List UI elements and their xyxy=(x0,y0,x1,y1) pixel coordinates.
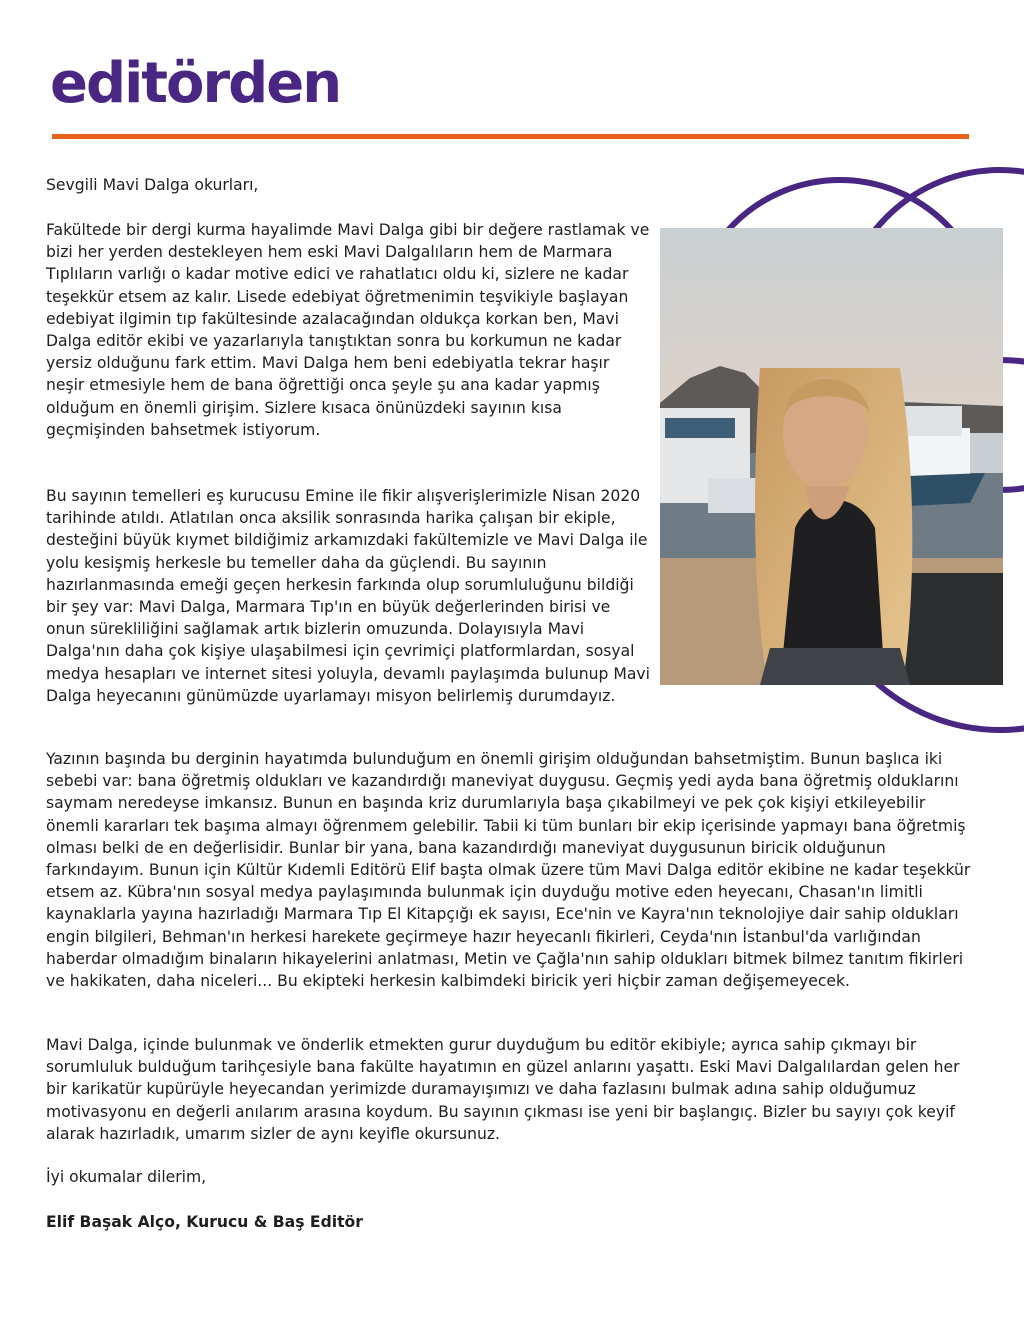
paragraph-4: Mavi Dalga, içinde bulunmak ve önderlik etmekten gurur duyduğum bu editör ekibiyle; ayrıca sahip çıkmayı bir sorumluluk bulduğum tarihçesiyle bana fakülte hayatımın en güzel anlarını yaşattı. Eski Mavi Dalgalılardan gelen her bir karikatür kupürüyle heyecandan yerimizde duramayışımızı ve daha fazlasını bulmak adına sahip olduğumuz motivasyonu en değerli anılarım arasına koydum. Bu sayının çıkması ise yeni bir başlangıç. Bizler bu sayıyı çok keyif alarak hazırladık, umarım sizler de aynı keyifle okursunuz. xyxy=(46,1036,960,1143)
paragraph-3: Yazının başında bu derginin hayatımda bulunduğum en önemli girişim olduğundan bahsetmiştim. Bunun başlıca iki sebebi var: bana öğretmiş oldukları ve kazandırdığı maneviyat duygusu. Geçmiş yedi ayda bana öğretmiş olduklarını saymam neredeyse imkansız. Bunun en başında kriz durumlarıyla başa çıkabilmeyi ve pek çok kişiyi etkileyebilir önemli kararları tek başıma almayı öğrenmem gelebilir. Tabii ki tüm bunları bir ekip içerisinde yapmayı bana öğretmiş olması belki de en değerlisidir. Bunlar bir yana, bana kazandırdığı maneviyat duygusunun biricik olduğunun farkındayım. Bunun için Kültür Kıdemli Editörü Elif başta olmak üzere tüm Mavi Dalga editör ekibine ne kadar teşekkür etsem az. Kübra'nın sosyal medya paylaşımında bulunmak için duyduğu motive eden heyecanı, Chasan'ın limitli kaynaklarla yayına hazırladığı Marmara Tıp El Kitapçığı ek sayısı, Ece'nin ve Kayra'nın teknolojiye dair sahip oldukları engin bilgileri, Behman'ın herkesi harekete geçirmeye hazır heyecanlı fikirleri, Ceyda'nın İstanbul'da varlığından haberdar olmadığım binaların hikayelerini anlatması, Metin ve Çağla'nın sahip oldukları bitmek bilmez tanıtım fikirleri ve hakikaten, daha niceleri... Bu ekipteki herkesin kalbimdeki biricik yeri hiçbir zaman değişemeyecek. xyxy=(46,750,971,991)
paragraph-2: Bu sayının temelleri eş kurucusu Emine ile fikir alışverişlerimizle Nisan 2020 tarihinde atıldı. Atlatılan onca aksilik sonrasında harika çalışan bir ekiple, desteğini büyük kıymet bildiğimiz arkamızdaki fakültemizle ve Mavi Dalga ile yolu kesişmiş herkesle bu temeller daha da güçlendi. Bu sayının hazırlanmasında emeği geçen herkesin farkında olup sorumluluğunu bildiği bir şey var: Mavi Dalga, Marmara Tıp'ın en büyük değerlerinden birisi ve onun sürekliliğini sağlamak artık bizlerin omuzunda. Dolayısıyla Mavi Dalga'nın daha çok kişiye ulaşabilmesi için çevrimiçi platformlardan, sosyal medya hesapları ve internet sitesi yoluyla, devamlı paylaşımda bulunup Mavi Dalga heyecanını günümüzde uyarlamayı misyon belirlemiş durumdayız. xyxy=(46,487,650,705)
editor-portrait-photo xyxy=(660,228,1003,685)
signature: Elif Başak Alço, Kurucu & Baş Editör xyxy=(46,1213,363,1231)
page-title: editörden xyxy=(50,51,341,116)
closing: İyi okumalar dilerim, xyxy=(46,1168,207,1186)
greeting: Sevgili Mavi Dalga okurları, xyxy=(46,176,259,194)
paragraph-1: Fakültede bir dergi kurma hayalimde Mavi Dalga gibi bir değere rastlamak ve bizi her yerden destekleyen hem eski Mavi Dalgalıların hem de Marmara Tıplıların varlığı o kadar motive edici ve rahatlatıcı oldu ki, sizlere ne kadar teşekkür etsem az kalır. Lisede edebiyat öğretmenimin teşvikiyle başlayan edebiyat ilgimin tıp fakültesinde azalacağından oldukça korkan ben, Mavi Dalga editör ekibi ve yazarlarıyla tanıştıktan sonra bu korkumun ne kadar yersiz olduğunu fark ettim. Mavi Dalga hem beni edebiyatla tekrar haşır neşir etmesiyle hem de bana öğrettiği onca şeyle şu ana kadar yapmış olduğum en önemli girişim. Sizlere kısaca önünüzdeki sayının kısa geçmişinden bahsetmek istiyorum. xyxy=(46,221,650,439)
